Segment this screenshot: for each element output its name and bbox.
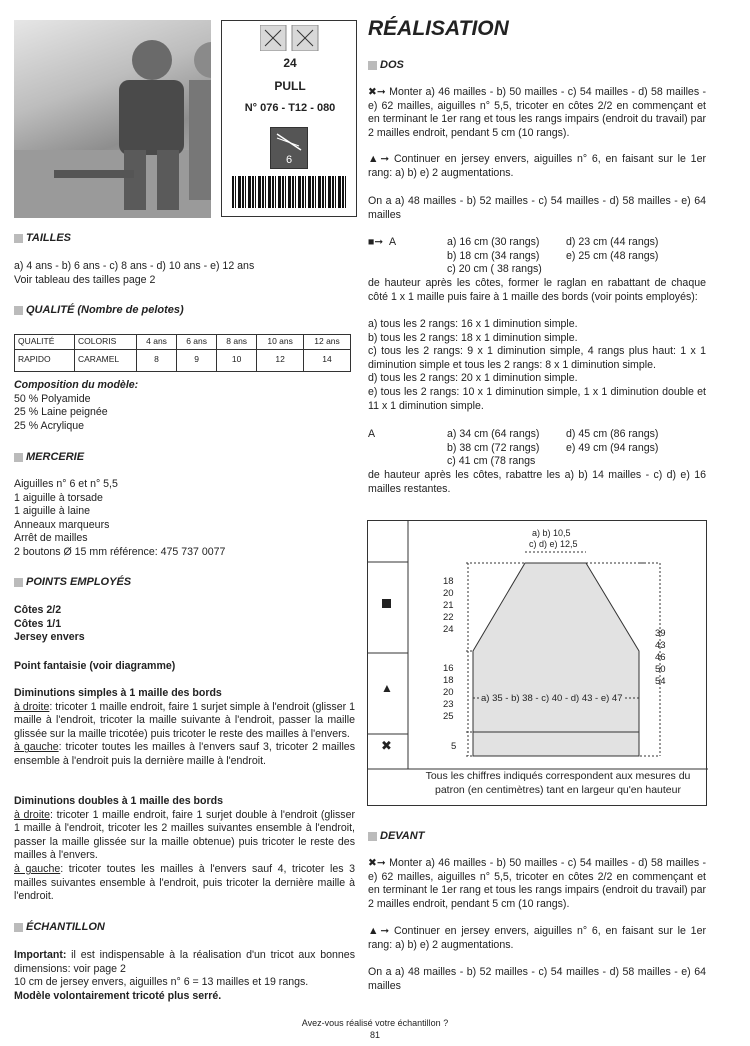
table-header: QUALITÉ (15, 335, 75, 350)
diagram-value: 46 (655, 652, 666, 663)
section-points (14, 576, 131, 590)
table-cell: 9 (177, 349, 217, 371)
size-value: b) 38 cm (72 rangs) (447, 441, 540, 454)
section-qualite (14, 304, 184, 318)
model-photo (14, 20, 211, 218)
composition-line: 25 % Laine peignée (14, 406, 108, 419)
dos-paragraph-2 (368, 153, 706, 180)
dim-simple-droite-label: à droite (14, 700, 50, 713)
devant-text: Monter a) 46 mailles - b) 50 mailles - c) 54 mailles - d) 58 mailles - e) 62 mailles, aiguilles n° 5,5, tricoter en côtes 2/2 en commençant et en terminant le 1er rang et tous les rangs impairs (endroit du travail) par 2 mailles endroit, pendant 5 cm (10 rangs). (368, 857, 706, 910)
table-cell: CARAMEL (75, 349, 137, 371)
dos-text: Monter a) 46 mailles - b) 50 mailles - c) 54 mailles - d) 58 mailles - e) 62 mailles, aiguilles n° 5,5, tricoter en côtes 2/2 en commençant et en terminant le 1er rang et tous les rangs impairs (endroit du travail) par 2 mailles endroit, pendant 5 cm (10 rangs). (368, 86, 706, 139)
caption-line: patron (en centimètres) tant en largeur qu'en hauteur (435, 783, 681, 796)
table-header: 4 ans (137, 335, 177, 350)
dos-sizes-1 (447, 236, 707, 277)
diagram-value: 18 (443, 675, 454, 686)
cross-symbol-icon: ✖➞ (368, 86, 390, 98)
diagram-value: 54 (655, 676, 666, 687)
list-item: 2 boutons Ø 15 mm référence: 475 737 0077 (14, 545, 226, 558)
points-heading: POINTS EMPLOYÉS (26, 576, 132, 588)
qualite-table (14, 334, 351, 372)
diagram-top-label: c) d) e) 12,5 (529, 539, 578, 549)
dim-simple-block (14, 687, 355, 769)
dim-double-droite-text: : tricoter 1 maille endroit, faire 1 surjet double à l'endroit (glisser 1 maille à l'endroit, tricoter les 2 mailles suivantes ensemble à l'endroit, passer la maille glissée sur la maille obtenue) puis tricoter le reste des mailles à l'envers. (14, 808, 355, 862)
diagram-value: 20 (443, 588, 454, 599)
triangle-symbol-icon: ▲➞ (368, 925, 395, 937)
echantillon-line: 10 cm de jersey envers, aiguilles n° 6 = 13 mailles et 19 rangs. (14, 976, 309, 989)
diagram-right (655, 628, 666, 688)
needle-size-icon (270, 127, 308, 169)
section-mercerie (14, 451, 84, 465)
size-value: a) 34 cm (64 rangs) (447, 428, 540, 440)
diagram-value: 50 (655, 664, 666, 675)
dim-double-title: Diminutions doubles à 1 maille des bords (14, 795, 223, 807)
tailles-line: Voir tableau des tailles page 2 (14, 273, 156, 286)
section-echantillon (14, 921, 105, 935)
table-cell: 12 (257, 349, 304, 371)
children-photo-illustration (14, 20, 211, 218)
dos-a2-label: A (368, 428, 376, 440)
needles-icon (260, 25, 320, 51)
size-value: d) 23 cm (44 rangs) (566, 236, 659, 248)
qualite-heading: QUALITÉ (Nombre de pelotes) (26, 304, 184, 316)
diagram-value: 24 (443, 624, 454, 635)
size-value: c) 41 cm (78 rangs (447, 455, 536, 468)
dim-double-gauche-label: à gauche (14, 862, 61, 875)
list-item: Côtes 2/2 (14, 604, 62, 616)
diagram-cross-icon: ✖ (381, 738, 392, 753)
section-dos (368, 59, 404, 73)
devant-paragraph-3: On a a) 48 mailles - b) 52 mailles - c) 54 mailles - d) 58 mailles - e) 64 mailles (368, 966, 706, 992)
list-item: Arrêt de mailles (14, 532, 88, 545)
list-item: d) tous les 2 rangs: 20 x 1 diminution simple. (368, 372, 578, 385)
size-value: e) 49 cm (94 rangs) (566, 441, 659, 454)
dos-sizes-2 (447, 428, 707, 469)
card-number: 24 (283, 56, 297, 70)
size-value: d) 45 cm (86 rangs) (566, 428, 659, 440)
composition-title: Composition du modèle: (14, 379, 139, 391)
diagram-left-mid (443, 663, 454, 723)
mercerie-list (14, 478, 225, 560)
tailles-heading: TAILLES (26, 232, 72, 244)
list-item: a) tous les 2 rangs: 16 x 1 diminution simple. (368, 318, 578, 330)
tailles-text (14, 260, 254, 287)
page-title: RÉALISATION (368, 17, 509, 40)
page-number: 81 (369, 1030, 380, 1040)
section-devant (368, 830, 424, 844)
pattern-diagram (367, 520, 707, 806)
dos-text: Continuer en jersey envers, aiguilles n° 6, en faisant sur le 1er rang: a) b) e) 2 augmentations. (368, 153, 706, 179)
table-cell: 10 (217, 349, 257, 371)
list-item: b) tous les 2 rangs: 18 x 1 diminution simple. (368, 331, 578, 344)
list-item: 1 aiguille à torsade (14, 491, 103, 504)
diagram-width-label: a) 35 - b) 38 - c) 40 - d) 43 - e) 47 (481, 693, 623, 704)
caption-line: Tous les chiffres indiqués correspondent aux mesures du (425, 770, 691, 782)
diagram-value: 23 (443, 699, 454, 710)
diagram-value: 39 (655, 628, 666, 639)
points-list (14, 604, 85, 645)
tailles-line: a) 4 ans - b) 6 ans - c) 8 ans - d) 10 ans - e) 12 ans (14, 260, 255, 272)
list-item: c) tous les 2 rangs: 9 x 1 diminution simple, 4 rangs plus haut: 1 x 1 diminution simple et tous les 2 rangs: 8 x 1 diminution simple. (368, 345, 706, 371)
dos-paragraph-3: On a a) 48 mailles - b) 52 mailles - c) 54 mailles - d) 58 mailles - e) 64 mailles (368, 195, 706, 221)
important-label: Important: (14, 949, 67, 961)
diagram-value: 21 (443, 600, 454, 611)
diagram-top-label: a) b) 10,5 (532, 528, 571, 538)
pattern-card (221, 20, 357, 217)
diagram-caption (408, 770, 708, 797)
dos-paragraph-5: de hauteur après les côtes, rabattre les a) b) 14 mailles - c) d) e) 16 mailles restantes. (368, 469, 706, 495)
dim-simple-gauche-label: à gauche (14, 741, 59, 754)
devant-text: Continuer en jersey envers, aiguilles n° 6, en faisant sur le 1er rang: a) b) e) 2 augmentations. (368, 925, 706, 951)
table-cell: 8 (137, 349, 177, 371)
list-item: Jersey envers (14, 631, 85, 644)
important-text: il est indispensable à la réalisation d'un tricot aux bonnes dimensions: voir page 2 (14, 949, 355, 975)
dim-double-gauche-text: : tricoter toutes les mailles à l'envers sauf 4, tricoter les 3 mailles suivantes ensemble à l'endroit, puis tricoter la dernière maille à l'endroit. (14, 862, 356, 903)
needle-size: 6 (285, 154, 293, 166)
size-value: e) 25 cm (48 rangs) (566, 249, 659, 262)
dim-simple-title: Diminutions simples à 1 maille des bords (14, 687, 222, 699)
list-item: e) tous les 2 rangs: 10 x 1 diminution simple, 1 x 1 diminution double et 11 x 1 diminution simple. (368, 385, 706, 412)
cross-symbol-icon: ✖➞ (368, 857, 390, 869)
table-cell: 14 (304, 349, 351, 371)
dim-simple-gauche-text: : tricoter toutes les mailles à l'envers sauf 3, tricoter 2 mailles ensemble à l'endroit puis la dernière maille à l'endroit. (14, 741, 355, 767)
table-header: 10 ans (257, 335, 304, 350)
diagram-value: 43 (655, 640, 666, 651)
diagram-value: 20 (443, 687, 454, 698)
diagram-value: 16 (443, 663, 454, 674)
table-header: 12 ans (304, 335, 351, 350)
diagram-value: 18 (443, 576, 454, 587)
barcode (232, 176, 348, 208)
table-header: COLORIS (75, 335, 137, 350)
echantillon-text (14, 949, 355, 1003)
dim-double-block (14, 795, 355, 904)
dos-a-label: A (389, 236, 397, 248)
card-ref: N° 076 - T12 - 080 (244, 102, 336, 114)
size-value: b) 18 cm (34 rangs) (447, 249, 540, 262)
diagram-left-top (443, 576, 454, 636)
table-row (15, 335, 351, 350)
dim-simple-droite-text: : tricoter 1 maille endroit, faire 1 surjet simple à l'endroit (glisser 1 maille à l'endroit, tricoter la maille suivante à l'endroit, passer la maille glissée sur la maille tricotée) puis tricoter le reste des mailles à l'envers. (14, 700, 355, 740)
dim-double-droite-label: à droite (14, 808, 51, 821)
devant-paragraph-2 (368, 925, 706, 952)
echantillon-heading: ÉCHANTILLON (26, 921, 105, 933)
card-title: PULL (274, 79, 306, 93)
diagram-value: 22 (443, 612, 454, 623)
table-cell: RAPIDO (15, 349, 75, 371)
diagram-left-bot: 5 (451, 741, 457, 752)
point-fantaisie: Point fantaisie (voir diagramme) (14, 660, 176, 672)
dos-paragraph-1 (368, 86, 706, 140)
mercerie-heading: MERCERIE (26, 451, 85, 463)
diagram-value: 25 (443, 711, 454, 722)
table-row (15, 349, 351, 371)
table-header: 8 ans (217, 335, 257, 350)
size-value: a) 16 cm (30 rangs) (447, 236, 540, 248)
diagram-triangle-icon: ▲ (381, 681, 393, 695)
composition (14, 379, 138, 433)
footer-text: Avez-vous réalisé votre échantillon ? (301, 1018, 449, 1028)
composition-line: 25 % Acrylique (14, 419, 85, 432)
list-item: Côtes 1/1 (14, 617, 62, 630)
list-item: Aiguilles n° 6 et n° 5,5 (14, 478, 118, 490)
diagram-square-icon (382, 599, 391, 608)
table-header: 6 ans (177, 335, 217, 350)
devant-paragraph-1 (368, 857, 706, 911)
list-item: Anneaux marqueurs (14, 518, 110, 531)
section-tailles (14, 232, 71, 246)
size-value: c) 20 cm ( 38 rangs) (447, 263, 542, 276)
triangle-symbol-icon: ▲➞ (368, 153, 395, 165)
dos-list (368, 318, 706, 413)
composition-line: 50 % Polyamide (14, 392, 91, 405)
dos-paragraph-4: de hauteur après les côtes, former le raglan en rabattant de chaque côté 1 x 1 maille puis faire à 1 maille des bords (voir points employés): (368, 277, 706, 303)
dos-heading: DOS (380, 59, 404, 71)
devant-heading: DEVANT (380, 830, 425, 842)
echantillon-note: Modèle volontairement tricoté plus serré. (14, 989, 222, 1002)
list-item: 1 aiguille à laine (14, 505, 90, 518)
square-symbol-icon: ■➞ (368, 236, 384, 248)
